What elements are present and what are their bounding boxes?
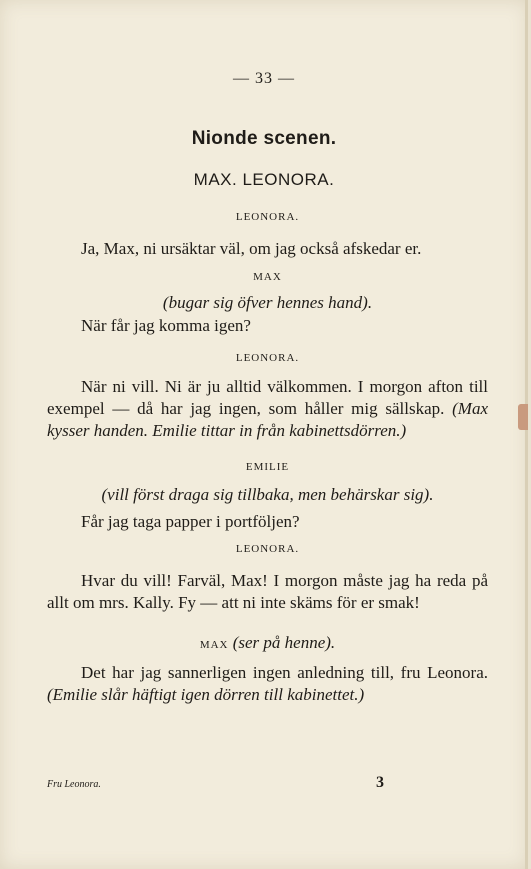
stage-direction: (ser på henne).	[232, 633, 336, 652]
dialogue-line: Ja, Max, ni ursäktar väl, om jag också afskedar er.	[81, 239, 422, 258]
speaker-name: LEONORA.	[235, 352, 300, 364]
dialogue-block-5	[47, 538, 488, 614]
speaker-name: MAX	[253, 271, 282, 283]
dialogue-line: Får jag taga papper i portföljen?	[81, 512, 300, 531]
footer-title: Fru Leonora.	[47, 779, 101, 790]
stage-direction: (bugar sig öfver hennes hand).	[162, 293, 373, 312]
dialogue-block-4	[47, 456, 488, 533]
stage-direction: (vill först draga sig tillbaka, men behärskar sig).	[101, 485, 434, 504]
dialogue-line: Hvar du vill! Farväl, Max! I morgon måste jag ha reda på allt om mrs. Kally. Fy — att ni inte skäms för er smak!	[47, 571, 488, 612]
bookmark-tab	[518, 404, 528, 430]
speaker-name: EMILIE	[245, 461, 290, 473]
dialogue-block-3	[47, 347, 488, 442]
dialogue-block-6	[47, 632, 488, 706]
dialogue-line: Det har jag sannerligen ingen anledning till, fru Leonora. (Emilie slår häftigt igen dörren till kabinettet.)	[47, 663, 488, 704]
dialogue-line: När får jag komma igen?	[81, 316, 251, 335]
speaker-name: LEONORA.	[235, 543, 300, 555]
speaker-with-direction	[47, 632, 488, 656]
dialogue-block-1	[47, 206, 488, 260]
signature-mark: 3	[376, 774, 384, 791]
scene-title: Nionde scenen.	[191, 128, 337, 149]
page-number: — 33 —	[233, 70, 295, 87]
speaker-name: MAX	[199, 639, 229, 651]
speaker-name: LEONORA.	[235, 211, 300, 223]
dialogue-block-2	[47, 266, 488, 337]
cast-list: MAX. LEONORA.	[193, 170, 335, 189]
dialogue-line: När ni vill. Ni är ju alltid välkommen. I morgon afton till exempel — då har jag ingen, som håller mig sällskap. (Max kysser handen. Emilie tittar in från kabinettsdörren.)	[47, 377, 488, 440]
